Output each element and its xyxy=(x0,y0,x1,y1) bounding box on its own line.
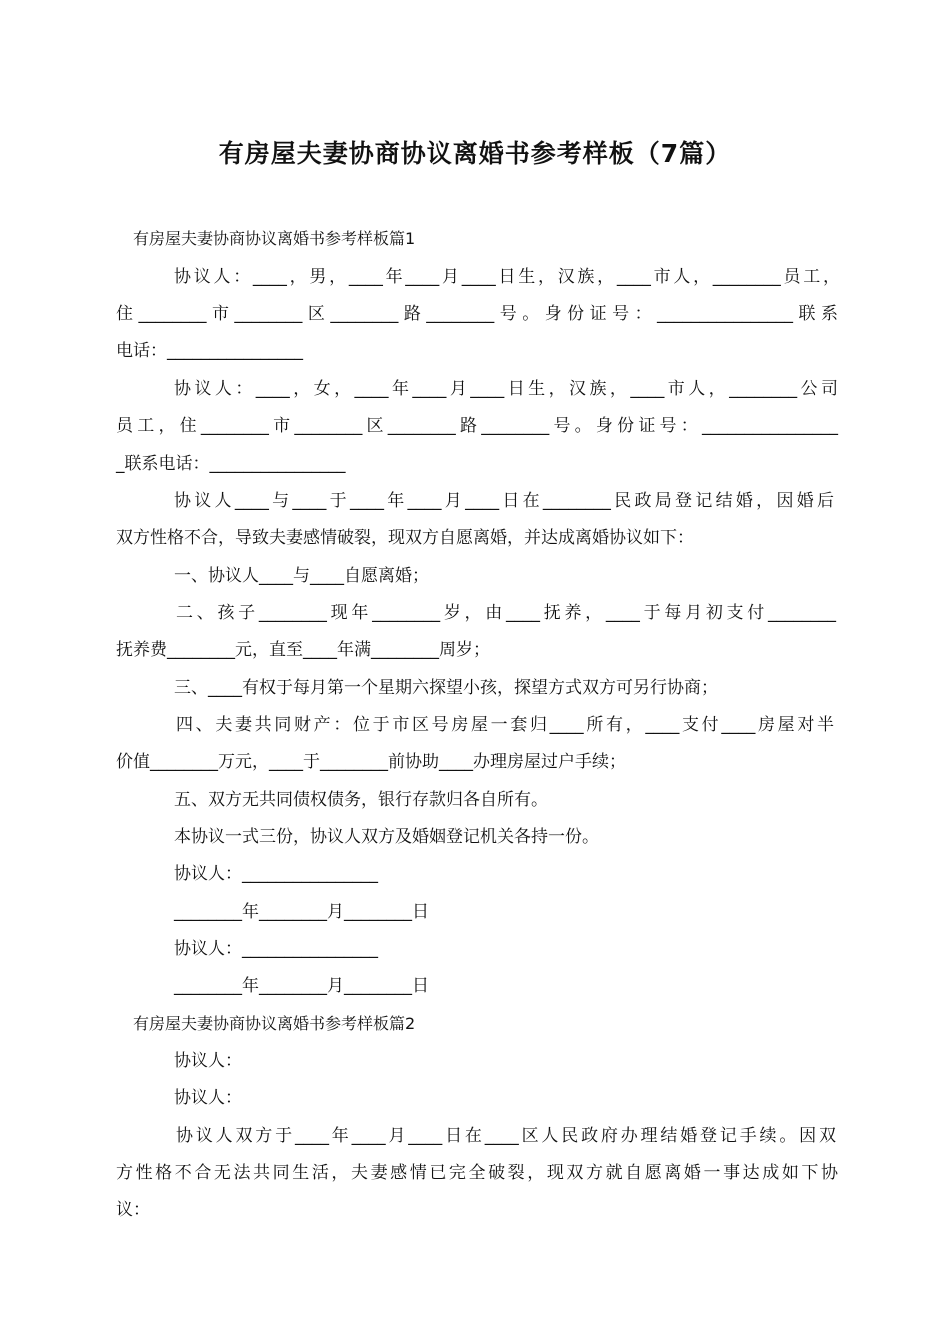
paragraph-line: 价值________万元，____于________前协助____办理房屋过户手续； xyxy=(116,752,626,772)
paragraph-line: 议： xyxy=(116,1200,150,1220)
paragraph-line: 协议人：____，女，____年____月____日生，汉族，____市人，________公司 xyxy=(174,379,838,399)
paragraph-line: 本协议一式三份，协议人双方及婚姻登记机关各持一份。 xyxy=(174,827,599,847)
paragraph-line: 协议人____与____于____年____月____日在________民政局登记结婚，因婚后 xyxy=(174,491,834,511)
date-line: ________年________月________日 xyxy=(174,976,429,996)
paragraph-line: _联系电话：________________ xyxy=(116,454,346,474)
section-heading-2: 有房屋夫妻协商协议离婚书参考样板篇2 xyxy=(133,1014,416,1033)
signature-line: 协议人：________________ xyxy=(174,864,378,884)
paragraph-line: 四、夫妻共同财产：位于市区号房屋一套归____所有，____支付____房屋对半 xyxy=(176,715,834,735)
paragraph-line: 协议人： xyxy=(174,1051,242,1071)
paragraph-line: 协议人：____，男，____年____月____日生，汉族，____市人，________员工， xyxy=(174,267,840,287)
paragraph-line: 二、孩子________现年________岁，由____抚养，____于每月初支付________ xyxy=(176,603,836,623)
paragraph-line: 员工，住________市________区________路________号。身份证号：________________ xyxy=(116,416,838,436)
paragraph-line: 一、协议人____与____自愿离婚； xyxy=(174,566,429,586)
paragraph-line: 协议人双方于____年____月____日在____区人民政府办理结婚登记手续。因双 xyxy=(176,1126,836,1146)
paragraph-line: 住________市________区________路________号。身份证号：________________联系 xyxy=(116,304,838,324)
paragraph-line: 协议人： xyxy=(174,1088,242,1108)
document-title: 有房屋夫妻协商协议离婚书参考样板（7篇） xyxy=(218,139,732,168)
section-heading-1: 有房屋夫妻协商协议离婚书参考样板篇1 xyxy=(133,229,416,248)
paragraph-line: 方性格不合无法共同生活，夫妻感情已完全破裂，现双方就自愿离婚一事达成如下协 xyxy=(116,1163,838,1183)
paragraph-line: 三、____有权于每月第一个星期六探望小孩，探望方式双方可另行协商； xyxy=(174,678,718,698)
paragraph-line: 五、双方无共同债权债务，银行存款归各自所有。 xyxy=(174,790,548,810)
paragraph-line: 电话：________________ xyxy=(116,341,303,361)
paragraph-line: 抚养费________元，直至____年满________周岁； xyxy=(116,640,490,660)
signature-line: 协议人：________________ xyxy=(174,939,378,959)
date-line: ________年________月________日 xyxy=(174,902,429,922)
paragraph-line: 双方性格不合，导致夫妻感情破裂，现双方自愿离婚，并达成离婚协议如下： xyxy=(116,528,694,548)
